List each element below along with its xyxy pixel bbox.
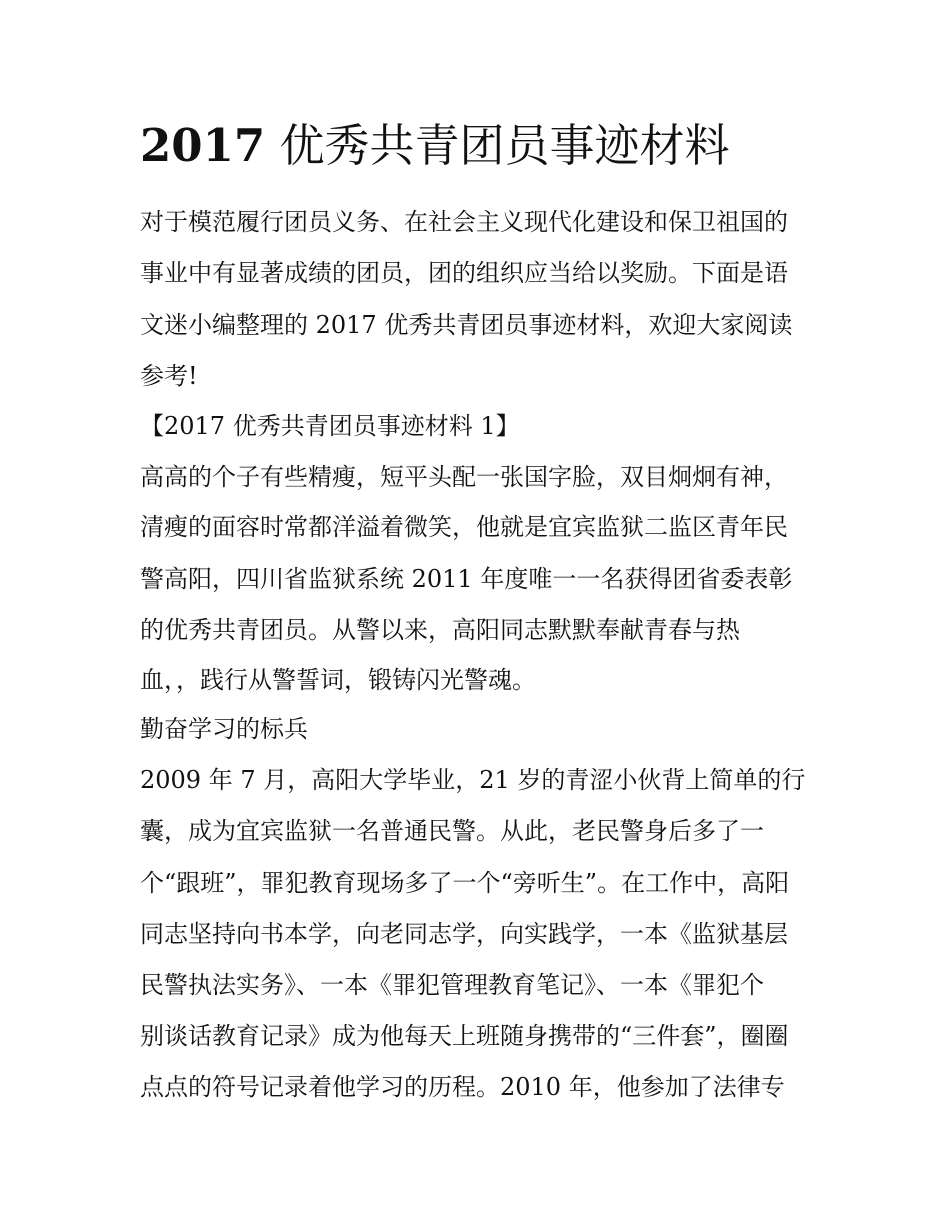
- paragraph-line: 清瘦的面容时常都洋溢着微笑，他就是宜宾监狱二监区青年民: [140, 513, 788, 541]
- paragraph-line: 高高的个子有些精瘦，短平头配一张国字脸，双目炯炯有神，: [140, 463, 788, 491]
- paragraph-line: 对于模范履行团员义务、在社会主义现代化建设和保卫祖国的: [140, 208, 788, 236]
- paragraph-line: 个“跟班”，罪犯教育现场多了一个“旁听生”。在工作中，高阳: [140, 869, 790, 897]
- document-title: [140, 116, 730, 176]
- paragraph-line: 2009 年 7 月，高阳大学毕业，21 岁的青涩小伙背上简单的行: [140, 766, 806, 794]
- subheading: 勤奋学习的标兵: [140, 715, 308, 743]
- paragraph-line: 参考!: [140, 362, 198, 390]
- paragraph-line: 的优秀共青团员。从警以来，高阳同志默默奉献青春与热: [140, 616, 740, 644]
- paragraph-line: 别谈话教育记录》成为他每天上班随身携带的“三件套”，圈圈: [140, 1022, 789, 1050]
- paragraph-line: 警高阳，四川省监狱系统 2011 年度唯一一名获得团省委表彰: [140, 565, 793, 593]
- section-heading: 【2017 优秀共青团员事迹材料 1】: [140, 412, 520, 440]
- paragraph-line: 囊，成为宜宾监狱一名普通民警。从此，老民警身后多了一: [140, 817, 764, 845]
- title-text: 优秀共青团员事迹材料: [265, 119, 730, 172]
- title-year: 2017: [140, 119, 266, 172]
- paragraph-line: 点点的符号记录着他学习的历程。2010 年，他参加了法律专: [140, 1073, 785, 1101]
- paragraph-line: 血，，践行从警誓词，锻铸闪光警魂。: [140, 666, 536, 694]
- paragraph-line: 民警执法实务》、一本《罪犯管理教育笔记》、一本《罪犯个: [140, 971, 764, 999]
- paragraph-line: 文迷小编整理的 2017 优秀共青团员事迹材料，欢迎大家阅读: [140, 311, 793, 339]
- paragraph-line: 同志坚持向书本学，向老同志学，向实践学，一本《监狱基层: [140, 920, 788, 948]
- paragraph-line: 事业中有显著成绩的团员，团的组织应当给以奖励。下面是语: [140, 259, 788, 287]
